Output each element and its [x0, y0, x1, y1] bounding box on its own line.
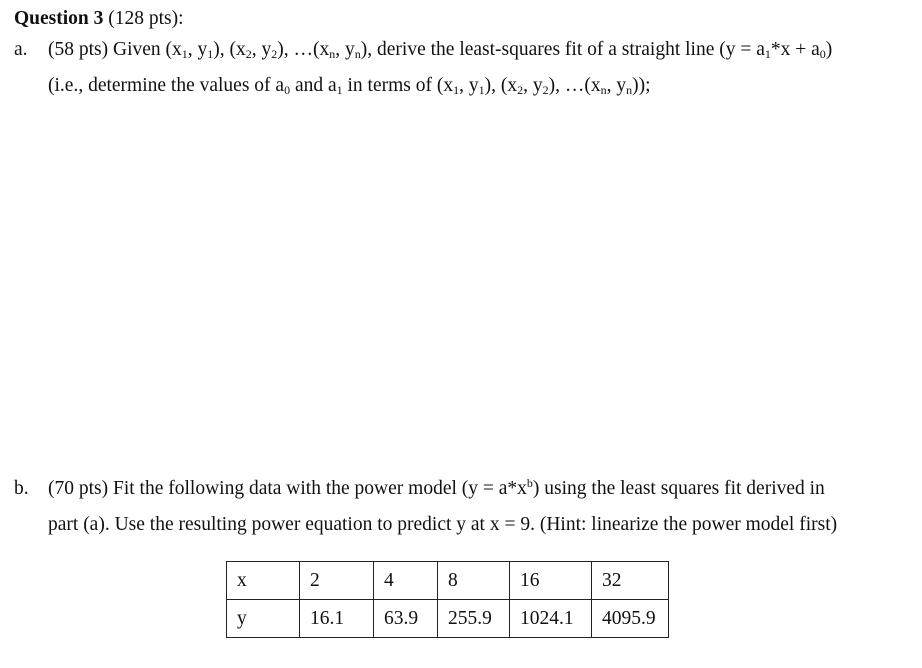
- table-cell: 63.9: [374, 600, 438, 638]
- table-row-x: [227, 562, 669, 600]
- part-b-line-2: part (a). Use the resulting power equation to predict y at x = 9. (Hint: linearize the power model first): [48, 514, 838, 535]
- part-b-marker: b.: [14, 478, 29, 499]
- part-a-marker: a.: [14, 39, 28, 60]
- subscript: n: [600, 83, 607, 97]
- subscript: 0: [819, 47, 826, 61]
- table-label-x: x: [227, 562, 300, 600]
- subscript: 2: [517, 83, 524, 97]
- superscript: b: [526, 476, 533, 490]
- table-cell: 2: [300, 562, 374, 600]
- subscript: 1: [207, 47, 214, 61]
- question-heading: [14, 6, 184, 32]
- subscript: 1: [181, 47, 188, 61]
- table-row-y: [227, 600, 669, 638]
- subscript: 1: [453, 83, 460, 97]
- table-label-y: y: [227, 600, 300, 638]
- table-cell: 4095.9: [592, 600, 669, 638]
- subscript: n: [626, 83, 633, 97]
- part-b-line-1: (70 pts) Fit the following data with the power model $(y = a*x^b)$ using the least squares fit derived in: [48, 476, 825, 499]
- subscript: 1: [336, 83, 343, 97]
- subscript: 1: [764, 47, 771, 61]
- question-title: Question 3: [14, 8, 104, 29]
- table-cell: 4: [374, 562, 438, 600]
- table-cell: 32: [592, 562, 669, 600]
- subscript: 1: [478, 83, 485, 97]
- part-a-line-2: (i.e., determine the values of $a_0$ and $a_1$ in terms of ($x_1$, $y_1$), ($x_2$, $y_2$), $\dots(x_n$, $y_n$));: [48, 75, 651, 97]
- subscript: 2: [542, 83, 549, 97]
- data-table: [226, 561, 669, 638]
- subscript: 2: [271, 47, 278, 61]
- subscript: n: [329, 47, 336, 61]
- table-cell: 16.1: [300, 600, 374, 638]
- table-cell: 16: [510, 562, 592, 600]
- table-cell: 255.9: [438, 600, 510, 638]
- table-cell: 1024.1: [510, 600, 592, 638]
- subscript: n: [354, 47, 361, 61]
- subscript: 2: [245, 47, 252, 61]
- subscript: 0: [284, 83, 291, 97]
- table-cell: 8: [438, 562, 510, 600]
- part-a-line-1: (58 pts) Given ($x_1$, $y_1$), ($x_2$, $y_2$), $\dots(x_n$, $y_n$), derive the least-squares fit of a straight line $(y = a_1*x + a_0)$: [48, 39, 833, 61]
- question-points: (128 pts):: [103, 8, 184, 29]
